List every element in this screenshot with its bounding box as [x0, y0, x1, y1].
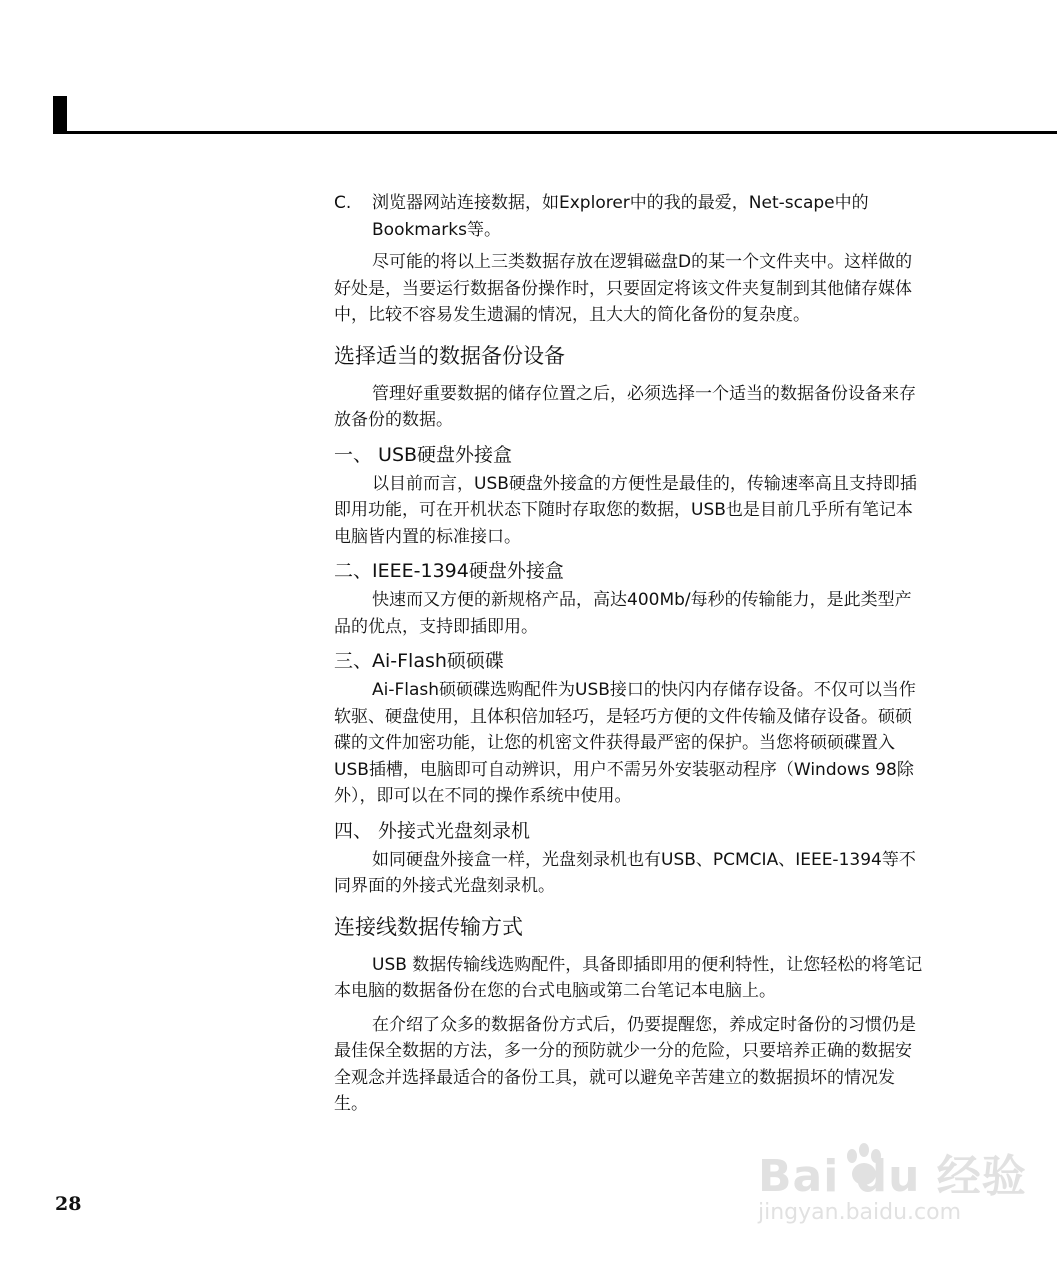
paragraph-usb-enclosure: 以目前而言，USB硬盘外接盒的方便性是最佳的，传输速率高且支持即插即用功能，可在开机状态下随时存取您的数据，USB也是目前几乎所有笔记本电脑皆内置的标准接口。	[334, 473, 917, 547]
list-item-c	[334, 190, 924, 243]
baidu-watermark	[758, 1140, 1048, 1240]
watermark-url: jingyan.baidu.com	[758, 1200, 962, 1225]
page-number: 28	[55, 1193, 82, 1215]
paragraph-conclusion: 在介绍了众多的数据备份方式后，仍要提醒您，养成定时备份的习惯仍是最佳保全数据的方法，多一分的预防就少一分的危险，只要培养正确的数据安全观念并选择最适合的备份工具，就可以避免辛苦建立的数据损坏的情况发生。	[334, 1014, 916, 1114]
watermark-main-text: Bai du 经验	[758, 1151, 1027, 1202]
section-heading-backup-devices: 选择适当的数据备份设备	[334, 343, 565, 368]
paragraph-external-burner: 如同硬盘外接盒一样，光盘刻录机也有USB、PCMCIA、IEEE-1394等不同界面的外接式光盘刻录机。	[334, 849, 916, 896]
subheading-ai-flash: 三、Ai-Flash硕硕碟	[334, 650, 504, 672]
section-heading-cable-transfer: 连接线数据传输方式	[334, 914, 523, 939]
page-content	[334, 190, 924, 1125]
subheading-external-burner: 四、 外接式光盘刻录机	[334, 819, 531, 842]
paragraph-ai-flash: Ai-Flash硕硕碟选购配件为USB接口的快闪内存储存设备。不仅可以当作软驱、硬盘使用，且体积倍加轻巧，是轻巧方便的文件传输及储存设备。硕硕碟的文件加密功能，让您的机密文件获得最严密的保护。当您将硕硕碟置入USB插槽，电脑即可自动辨识，用户不需另外安装驱动程序（Windows 98除外），即可以在不同的操作系统中使用。	[334, 680, 916, 806]
list-item-text: 浏览器网站连接数据，如Explorer中的我的最爱，Net-scape中的Bookmarks等。	[372, 193, 869, 240]
paragraph-ieee1394-enclosure: 快速而又方便的新规格产品，高达400Mb/每秒的传输能力，是此类型产品的优点，支持即插即用。	[334, 590, 912, 637]
header-rule	[53, 131, 1057, 134]
header-marker-block	[53, 96, 67, 134]
subheading-usb-enclosure: 一、 USB硬盘外接盒	[334, 443, 513, 466]
subheading-ieee1394-enclosure: 二、IEEE-1394硬盘外接盒	[334, 560, 564, 582]
section-paragraph: 管理好重要数据的储存位置之后，必须选择一个适当的数据备份设备来存放备份的数据。	[334, 383, 916, 430]
intro-paragraph: 尽可能的将以上三类数据存放在逻辑磁盘D的某一个文件夹中。这样做的好处是，当要运行数据备份操作时，只要固定将该文件夹复制到其他储存媒体中，比较不容易发生遗漏的情况，且大大的简化备份的复杂度。	[334, 252, 913, 325]
list-item-marker: C.	[334, 193, 352, 213]
paragraph-usb-cable: USB 数据传输线选购配件，具备即插即用的便利特性，让您轻松的将笔记本电脑的数据备份在您的台式电脑或第二台笔记本电脑上。	[334, 954, 923, 1001]
